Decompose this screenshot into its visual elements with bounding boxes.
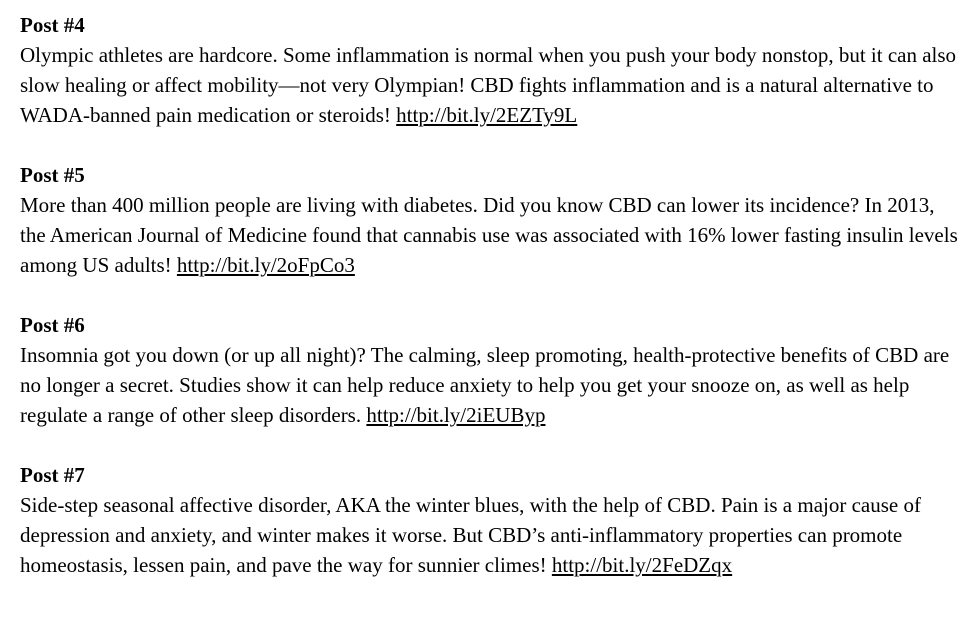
post-link[interactable]: http://bit.ly/2EZTy9L bbox=[396, 103, 578, 127]
post-title: Post #6 bbox=[20, 313, 85, 337]
post-link[interactable]: http://bit.ly/2iEUByp bbox=[366, 403, 546, 427]
post-6 bbox=[20, 310, 960, 430]
post-7 bbox=[20, 460, 960, 580]
post-title: Post #7 bbox=[20, 463, 85, 487]
document bbox=[20, 10, 960, 610]
post-body bbox=[20, 490, 960, 580]
post-text: More than 400 million people are living with diabetes. Did you know CBD can lower its incidence? In 2013, the American Journal of Medicine found that cannabis use was associated with 16% lower fasting insulin levels among US adults! bbox=[20, 193, 958, 277]
post-body bbox=[20, 190, 960, 280]
post-link[interactable]: http://bit.ly/2FeDZqx bbox=[551, 553, 733, 577]
post-text: Olympic athletes are hardcore. Some inflammation is normal when you push your body nonstop, but it can also slow healing or affect mobility—not very Olympian! CBD fights inflammation and is a natural alternative to WADA-banned pain medication or steroids! bbox=[20, 43, 957, 127]
post-title: Post #4 bbox=[20, 13, 85, 37]
post-5 bbox=[20, 160, 960, 280]
post-text: Side-step seasonal affective disorder, AKA the winter blues, with the help of CBD. Pain is a major cause of depression and anxiety, and winter makes it worse. But CBD’s anti-inflammatory properties can promote homeostasis, lessen pain, and pave the way for sunnier climes! bbox=[20, 493, 921, 577]
post-4 bbox=[20, 10, 960, 130]
post-body bbox=[20, 40, 960, 130]
post-text: Insomnia got you down (or up all night)? The calming, sleep promoting, health-protective benefits of CBD are no longer a secret. Studies show it can help reduce anxiety to help you get your snooze on, as well as help regulate a range of other sleep disorders. bbox=[20, 343, 950, 427]
post-link[interactable]: http://bit.ly/2oFpCo3 bbox=[176, 253, 355, 277]
post-body bbox=[20, 340, 960, 430]
post-title: Post #5 bbox=[20, 163, 85, 187]
